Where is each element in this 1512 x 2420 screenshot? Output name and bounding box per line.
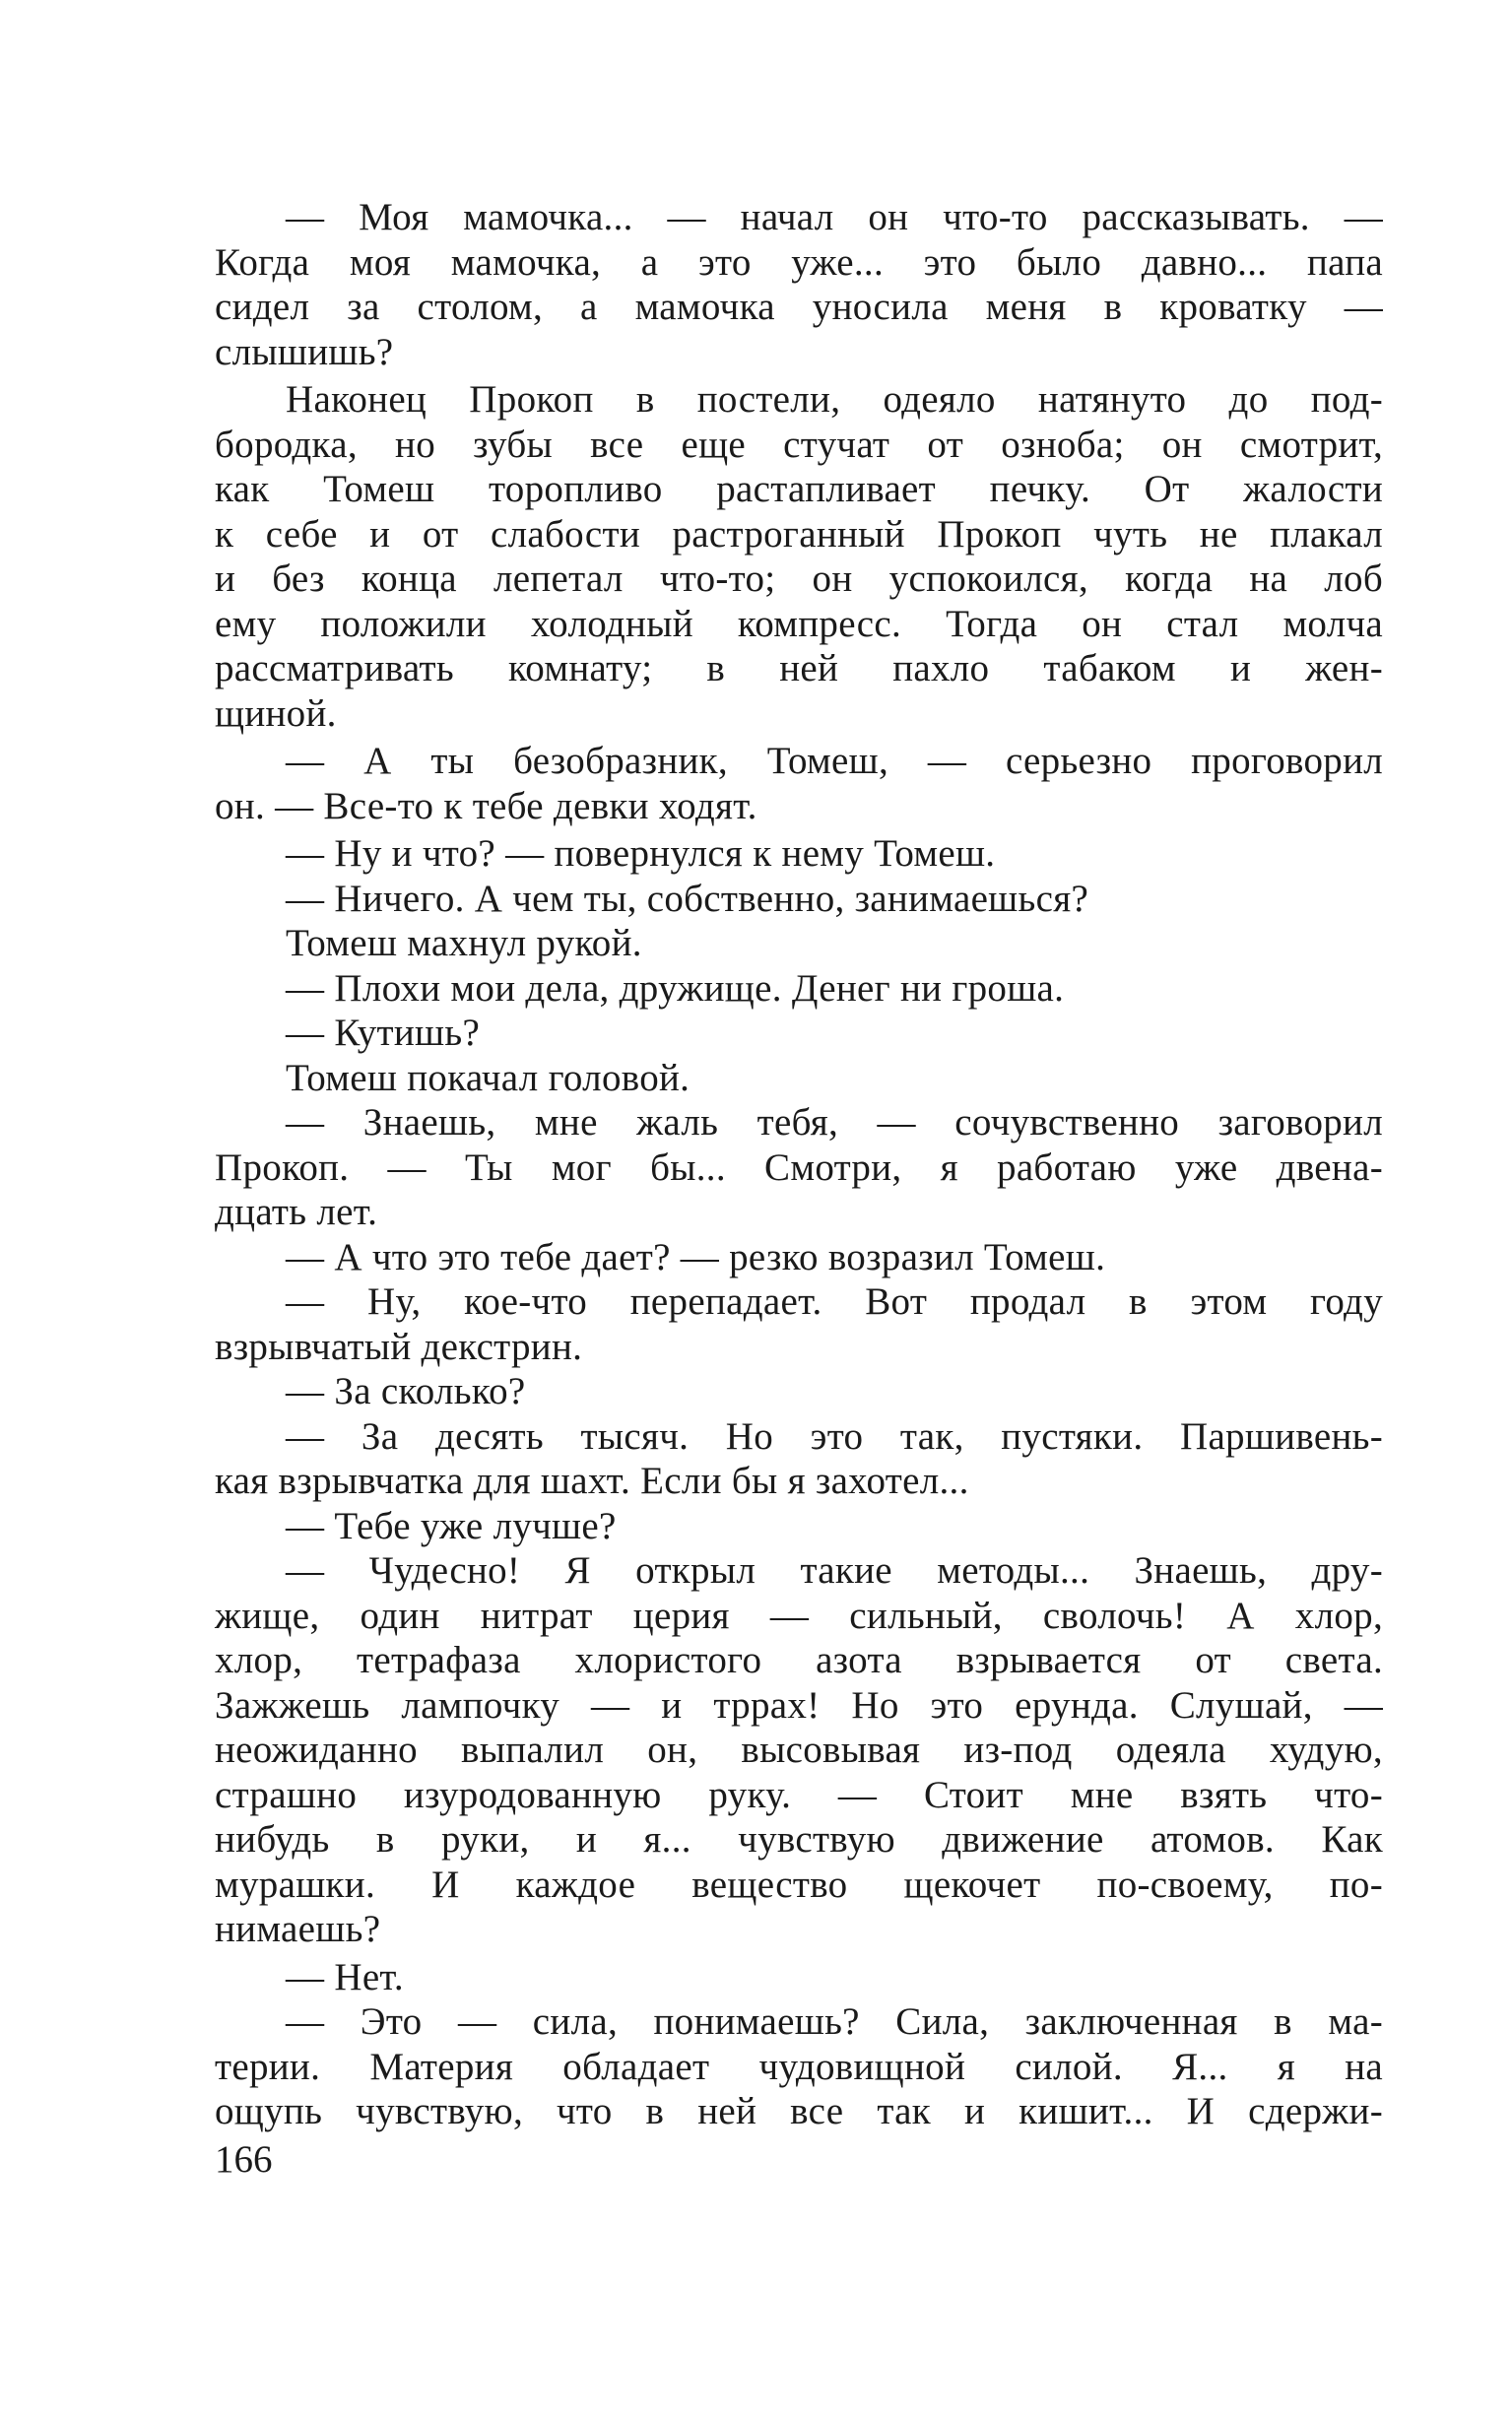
text-line: страшно изуродованную руку. — Стоит мне взять что- (215, 1773, 1383, 1816)
text-line: бородка, но зубы все еще стучат от озноба; он смотрит, (215, 423, 1383, 466)
text-line: взрывчатый декстрин. (215, 1325, 583, 1368)
text-line: — Моя мамочка... — начал он что-то рассказывать. — (286, 196, 1383, 238)
text-line: — За сколько? (286, 1370, 526, 1412)
text-line: Когда моя мамочка, а это уже... это было давно... папа (215, 240, 1383, 284)
text-line: — Ну и что? — повернулся к нему Томеш. (286, 832, 996, 875)
text-line: — Ну, кое-что перепадает. Вот продал в этом году (286, 1280, 1383, 1323)
text-line: Зажжешь лампочку — и тррах! Но это ерунда. Слушай, — (215, 1683, 1383, 1727)
text-line: ему положили холодный компресс. Тогда он стал молча (215, 602, 1383, 645)
text-line: — А ты безобразник, Томеш, — серьезно проговорил (286, 740, 1383, 782)
text-line: — Чудесно! Я открыл такие методы... Знаешь, дру- (286, 1549, 1383, 1592)
text-line: — Ничего. А чем ты, собственно, занимаешься? (286, 877, 1089, 920)
text-line: нибудь в руки, и я... чувствую движение атомов. Как (215, 1818, 1383, 1861)
text-line: Томеш махнул рукой. (286, 922, 642, 964)
text-line: — Кутишь? (286, 1012, 481, 1054)
text-line: нимаешь? (215, 1908, 381, 1950)
text-line: — Плохи мои дела, дружище. Денег ни гроша. (286, 966, 1065, 1010)
text-line: к себе и от слабости растроганный Прокоп чуть не плакал (215, 512, 1383, 556)
text-line: — За десять тысяч. Но это так, пустяки. Паршивень- (286, 1414, 1383, 1458)
text-line: Наконец Прокоп в постели, одеяло натянуто до под- (286, 378, 1383, 421)
text-line: Томеш покачал головой. (286, 1056, 690, 1099)
text-line: и без конца лепетал что-то; он успокоился, когда на лоб (215, 557, 1383, 600)
text-line: слышишь? (215, 330, 394, 373)
text-line: Прокоп. — Ты мог бы... Смотри, я работаю уже двена- (215, 1145, 1383, 1189)
text-line: дцать лет. (215, 1191, 378, 1233)
text-line: — А что это тебе дает? — резко возразил Томеш. (286, 1235, 1106, 1278)
text-line: мурашки. И каждое вещество щекочет по-своему, по- (215, 1863, 1383, 1906)
text-line: сидел за столом, а мамочка уносила меня в кроватку — (215, 286, 1383, 328)
text-line: рассматривать комнату; в ней пахло табаком и жен- (215, 647, 1383, 689)
text-line: кая взрывчатка для шахт. Если бы я захотел... (215, 1460, 969, 1502)
text-line: — Знаешь, мне жаль тебя, — сочувственно заговорил (286, 1101, 1383, 1144)
text-line: — Нет. (286, 1955, 404, 1998)
text-line: терии. Материя обладает чудовищной силой. Я... я на (215, 2045, 1383, 2088)
text-line: щиной. (215, 691, 337, 735)
page-number: 166 (215, 2138, 273, 2181)
text-line: хлор, тетрафаза хлористого азота взрывается от света. (215, 1639, 1383, 1681)
text-line: неожиданно выпалил он, высовывая из-под одеяла худую, (215, 1729, 1383, 1771)
text-line: жище, один нитрат церия — сильный, сволочь! А хлор, (215, 1594, 1383, 1637)
text-line: как Томеш торопливо растапливает печку. От жалости (215, 468, 1383, 510)
body-text (215, 195, 1383, 2134)
text-line: он. — Все-то к тебе девки ходят. (215, 784, 757, 827)
text-line: ощупь чувствую, что в ней все так и кишит... И сдержи- (215, 2090, 1383, 2132)
text-line: — Это — сила, понимаешь? Сила, заключенная в ма- (286, 2000, 1383, 2043)
text-line: — Тебе уже лучше? (286, 1504, 617, 1547)
